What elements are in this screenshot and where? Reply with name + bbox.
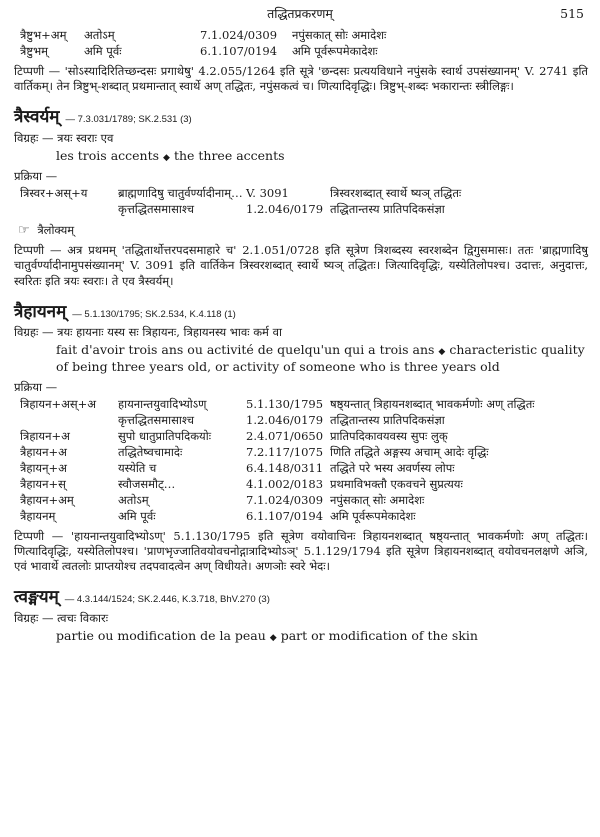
sutra-ref-cell: 7.2.117/1075 [246,444,324,459]
sutra-ref-cell: 2.4.071/0650 [246,428,324,443]
rule-cell: ब्राह्मणादिषु चातुर्वर्ण्यादीनाम्… [118,186,243,200]
operation-cell: प्रथमाविभक्तौ एकवचने सुप्रत्ययः [330,476,463,491]
operation-cell: तद्धितान्तस्य प्रातिपदिकसंज्ञा [330,202,445,216]
diamond-separator-icon: ◆ [438,347,446,358]
sutra-ref-cell: 7.1.024/0309 [246,492,324,507]
note-paragraph: टिप्पणी — 'हायनान्तयुवादिभ्योऽण्' 5.1.130/1795 इति सूत्रेण वयोवाचिनः त्रिहायनशब्दात् षष्ठ्यन्तात् भावकर्मणोः अण् तद्धितः। णित्यादिवृद्धिः, यस्येतिलोपश्च। 'प्राणभृज्जातिवयोवचनोद्गात्रादिभ्योऽञ्' 5.1.129/1794 इति सूत्रेण त्रिहायनशब्दात् वयोवचनलक्षणे अञि, एवं भावार्थे त्वतलोः प्राप्तयोश्च तदपवादत्वेन अण् विधीयते। अणञोः स्वरे भेदः। [14,528,588,574]
page-content [14,28,588,649]
headword: त्वङ्मयम् [14,587,59,608]
operation-cell: प्रातिपदिकावयवस्य सुपः लुक् [330,428,448,443]
meaning-english: characteristic quality of being three years old, or activity of someone who is three years old [56,342,585,375]
operation-cell: त्रिस्वरशब्दात् स्वार्थे ष्यञ् तद्धितः [330,186,462,200]
dictionary-entry [14,301,588,575]
vigraha-line: विग्रहः — त्रयः स्वराः एव [14,130,114,145]
rule-cell: सुपो धातुप्रातिपदिकयोः [118,428,212,443]
rule-cell: तद्धितेष्वचामादेः [118,444,183,459]
headword-reference: — 4.3.144/1524; SK.2.446, K.3.718, BhV.270 (3) [64,594,270,606]
operation-cell: तद्धिते परे भस्य अवर्णस्य लोपः [330,460,455,475]
sutra-ref-cell: 7.1.024/0309 [200,28,278,42]
meaning-line [56,628,588,645]
table-row [14,28,588,44]
stem-cell: त्रिस्वर+अस्+य [20,186,88,200]
stem-cell: त्रिहायन+अस्+अ [20,396,97,411]
headword-reference: — 5.1.130/1795; SK.2.534, K.4.118 (1) [72,308,236,320]
operation-cell: तद्धितान्तस्य प्रातिपदिकसंज्ञा [330,412,445,427]
meaning-line [56,148,588,165]
derivation-table [14,28,588,60]
rule-cell: कृत्तद्धितसमासाश्च [118,202,195,216]
rule-cell: स्वौजसमौट्… [118,476,176,491]
vigraha-line: विग्रहः — त्रयः हायनाः यस्य सः त्रिहायनः, त्रिहायनस्य भावः कर्म वा [14,325,282,340]
table-row [20,186,588,202]
sutra-ref-cell: 6.1.107/0194 [246,508,324,523]
table-row [20,461,588,477]
table-row [20,445,588,461]
operation-cell: अमि पूर्वरूपमेकादेशः [292,44,378,58]
dictionary-entry [14,106,588,288]
stem-cell: त्रैहायन+अ [20,444,67,459]
meaning-english: the three accents [173,147,285,163]
rule-cell: अमि पूर्वः [84,44,122,58]
sutra-ref-cell: 1.2.046/0179 [246,412,324,427]
meaning-french: les trois accents [56,147,160,163]
derivation-table [20,397,588,525]
pointing-hand-icon: ☞ [18,223,30,238]
page-number: 515 [560,6,584,21]
prakriya-label: प्रक्रिया — [14,168,58,183]
rule-cell: यस्येति च [118,460,157,475]
sutra-ref-cell: 6.1.107/0194 [200,44,278,58]
table-row [20,429,588,445]
table-row [20,397,588,413]
stem-cell: त्रिहायन+अ [20,428,70,443]
diamond-separator-icon: ◆ [269,632,277,643]
note-paragraph: टिप्पणी — 'सोऽस्यादिरितिच्छन्दसः प्रगाथेषु' 4.2.055/1264 इति सूत्रे 'छन्दसः प्रत्ययविधाने नपुंसके स्वार्थ उपसंख्यानम्' V. 2741 इति वार्तिकम्। तेन त्रिष्टुभ्-शब्दात् प्रथमान्तात् स्वार्थे अण् तद्धितः, नपुंसकत्वं च। णित्यादिवृद्धिः। त्रिष्टुभ्-शब्दः भकारान्तः स्त्रीलिङ्गः। [14,64,588,94]
meaning-french: partie ou modification de la peau [56,627,266,643]
table-row [20,509,588,525]
sutra-ref-cell: V. 3091 [246,186,289,200]
table-row [14,44,588,60]
meaning-line [56,342,588,375]
table-row [20,202,588,218]
meaning-french: fait d'avoir trois ans ou activité de quelqu'un qui a trois ans [56,342,435,358]
table-row [20,413,588,429]
rule-cell: अतोऽम् [84,28,115,42]
rule-cell: हायनान्तयुवादिभ्योऽण् [118,396,207,411]
stem-cell: त्रैहायन+अम् [20,492,74,507]
headword-line [14,301,588,323]
stem-cell: त्रैहायन+स् [20,476,66,491]
sutra-ref-cell: 6.4.148/0311 [246,460,324,475]
headword: त्रैस्वर्यम् [14,107,60,128]
stem-cell: त्रैहायन्+अ [20,460,67,475]
diamond-separator-icon: ◆ [163,152,170,163]
cross-reference[interactable] [18,222,588,239]
rule-cell: अमि पूर्वः [118,508,156,523]
sutra-ref-cell: 4.1.002/0183 [246,476,324,491]
stem-cell: त्रैष्टुभ+अम् [20,28,67,42]
headword: त्रैहायनम् [14,301,67,322]
meaning-english: part or modification of the skin [280,627,478,643]
operation-cell: णिति तद्धिते अङ्गस्य अचाम् आदेः वृद्धिः [330,444,489,459]
dictionary-entry [14,586,588,644]
vigraha-line: विग्रहः — त्वचः विकारः [14,610,109,625]
operation-cell: षष्ठ्यन्तात् त्रिहायनशब्दात् भावकर्मणोः अण् तद्धितः [330,396,535,411]
sutra-ref-cell: 1.2.046/0179 [246,202,324,216]
rule-cell: अतोऽम् [118,492,149,507]
headword-line [14,586,588,608]
sutra-ref-cell: 5.1.130/1795 [246,396,324,411]
cross-reference-word[interactable]: त्रैलोक्यम् [37,223,75,237]
operation-cell: नपुंसकात् सोः अमादेशः [330,492,425,507]
rule-cell: कृत्तद्धितसमासाश्च [118,412,195,427]
derivation-table [20,186,588,218]
headword-reference: — 7.3.031/1789; SK.2.531 (3) [65,114,192,126]
table-row [20,477,588,493]
headword-line [14,106,588,128]
prakriya-label: प्रक्रिया — [14,379,58,394]
stem-cell: त्रैष्टुभम् [20,44,49,58]
operation-cell: अमि पूर्वरूपमेकादेशः [330,508,416,523]
operation-cell: नपुंसकात् सोः अमादेशः [292,28,387,42]
note-paragraph: टिप्पणी — अत्र प्रथमम् 'तद्धितार्थोत्तरपदसमाहारे च' 2.1.051/0728 इति सूत्रेण त्रिशब्दस्य स्वरशब्देन द्विगुसमासः। ततः 'ब्राह्मणादिषु चातुर्वर्ण्यादीनामुपसंख्यानम्' V. 3091 इति वार्तिकेन त्रिस्वरशब्दात् स्वार्थे ष्यञ् तद्धितः। जित्यादिवृद्धिः, यस्येतिलोपश्च। उदात्तः, अनुदात्तः, स्वरितः इति त्रयः स्वराः। ते एव त्रैस्वर्यम्। [14,243,588,288]
running-title: तद्धितप्रकरणम् [267,6,333,21]
stem-cell: त्रैहायनम् [20,508,56,523]
table-row [20,493,588,509]
